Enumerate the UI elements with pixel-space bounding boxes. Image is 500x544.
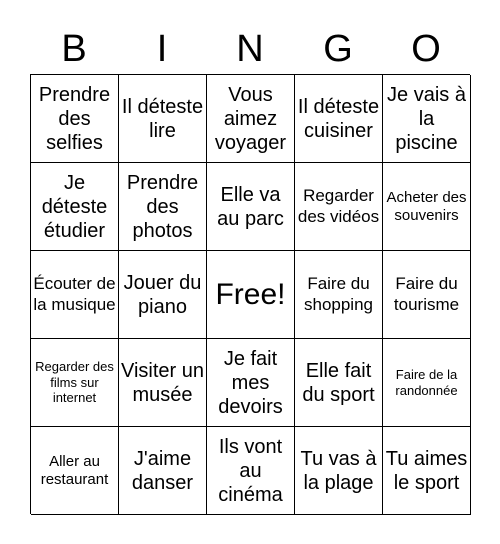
cell-text: Regarder des vidéos (297, 186, 380, 226)
bingo-cell[interactable] (383, 251, 471, 339)
cell-text: Elle fait du sport (302, 359, 375, 406)
header-letter-n: N (236, 28, 264, 70)
bingo-grid (30, 74, 470, 514)
cell-text: Je fait mes devoirs (218, 347, 283, 418)
bingo-cell[interactable] (295, 339, 383, 427)
bingo-cell[interactable] (383, 427, 471, 515)
bingo-cell[interactable] (207, 339, 295, 427)
cell-text: Acheter des souvenirs (386, 188, 467, 224)
bingo-cell[interactable] (207, 427, 295, 515)
bingo-cell[interactable] (119, 163, 207, 251)
cell-text: Vous aimez voyager (214, 83, 287, 154)
cell-text: Elle va au parc (217, 183, 284, 230)
cell-text: Je déteste étudier (41, 171, 108, 242)
cell-text: Faire de la randonnée (395, 366, 458, 398)
bingo-cell[interactable] (31, 251, 119, 339)
bingo-cell[interactable] (31, 75, 119, 163)
bingo-cell[interactable] (31, 163, 119, 251)
bingo-cell[interactable] (31, 427, 119, 515)
bingo-cell[interactable] (383, 163, 471, 251)
bingo-cell[interactable] (295, 75, 383, 163)
bingo-cell[interactable] (207, 163, 295, 251)
header-letter-g: G (323, 28, 353, 70)
cell-text: Faire du shopping (303, 274, 373, 314)
bingo-cell[interactable] (119, 75, 207, 163)
cell-text: Visiter un musée (121, 359, 205, 406)
cell-text: Jouer du piano (123, 271, 202, 318)
cell-text: Aller au restaurant (40, 452, 109, 488)
cell-text: Il déteste lire (121, 95, 204, 142)
bingo-cell[interactable] (295, 427, 383, 515)
bingo-cell[interactable] (383, 339, 471, 427)
bingo-header (30, 24, 470, 74)
bingo-cell[interactable] (119, 427, 207, 515)
bingo-cell[interactable] (295, 251, 383, 339)
cell-text: Regarder des films sur internet (35, 359, 114, 406)
bingo-cell[interactable] (119, 339, 207, 427)
cell-text: Tu aimes le sport (385, 447, 468, 494)
bingo-cell[interactable] (119, 251, 207, 339)
header-letter-i: I (156, 28, 168, 70)
cell-text: Il déteste cuisiner (297, 95, 380, 142)
header-letter-b: B (61, 28, 87, 70)
bingo-cell[interactable] (383, 75, 471, 163)
cell-text: Écouter de la musique (33, 274, 116, 314)
cell-text: Je vais à la piscine (387, 83, 466, 154)
cell-text: J'aime danser (131, 447, 194, 494)
cell-text: Prendre des selfies (38, 83, 111, 154)
cell-text: Faire du tourisme (393, 274, 460, 314)
bingo-cell[interactable] (295, 163, 383, 251)
free-cell-text: Free! (215, 277, 286, 311)
cell-text: Prendre des photos (126, 171, 199, 242)
bingo-cell[interactable] (31, 339, 119, 427)
header-letter-o: O (411, 28, 441, 70)
free-cell[interactable] (207, 251, 295, 339)
bingo-cell[interactable] (207, 75, 295, 163)
cell-text: Ils vont au cinéma (218, 435, 283, 506)
cell-text: Tu vas à la plage (300, 447, 377, 494)
